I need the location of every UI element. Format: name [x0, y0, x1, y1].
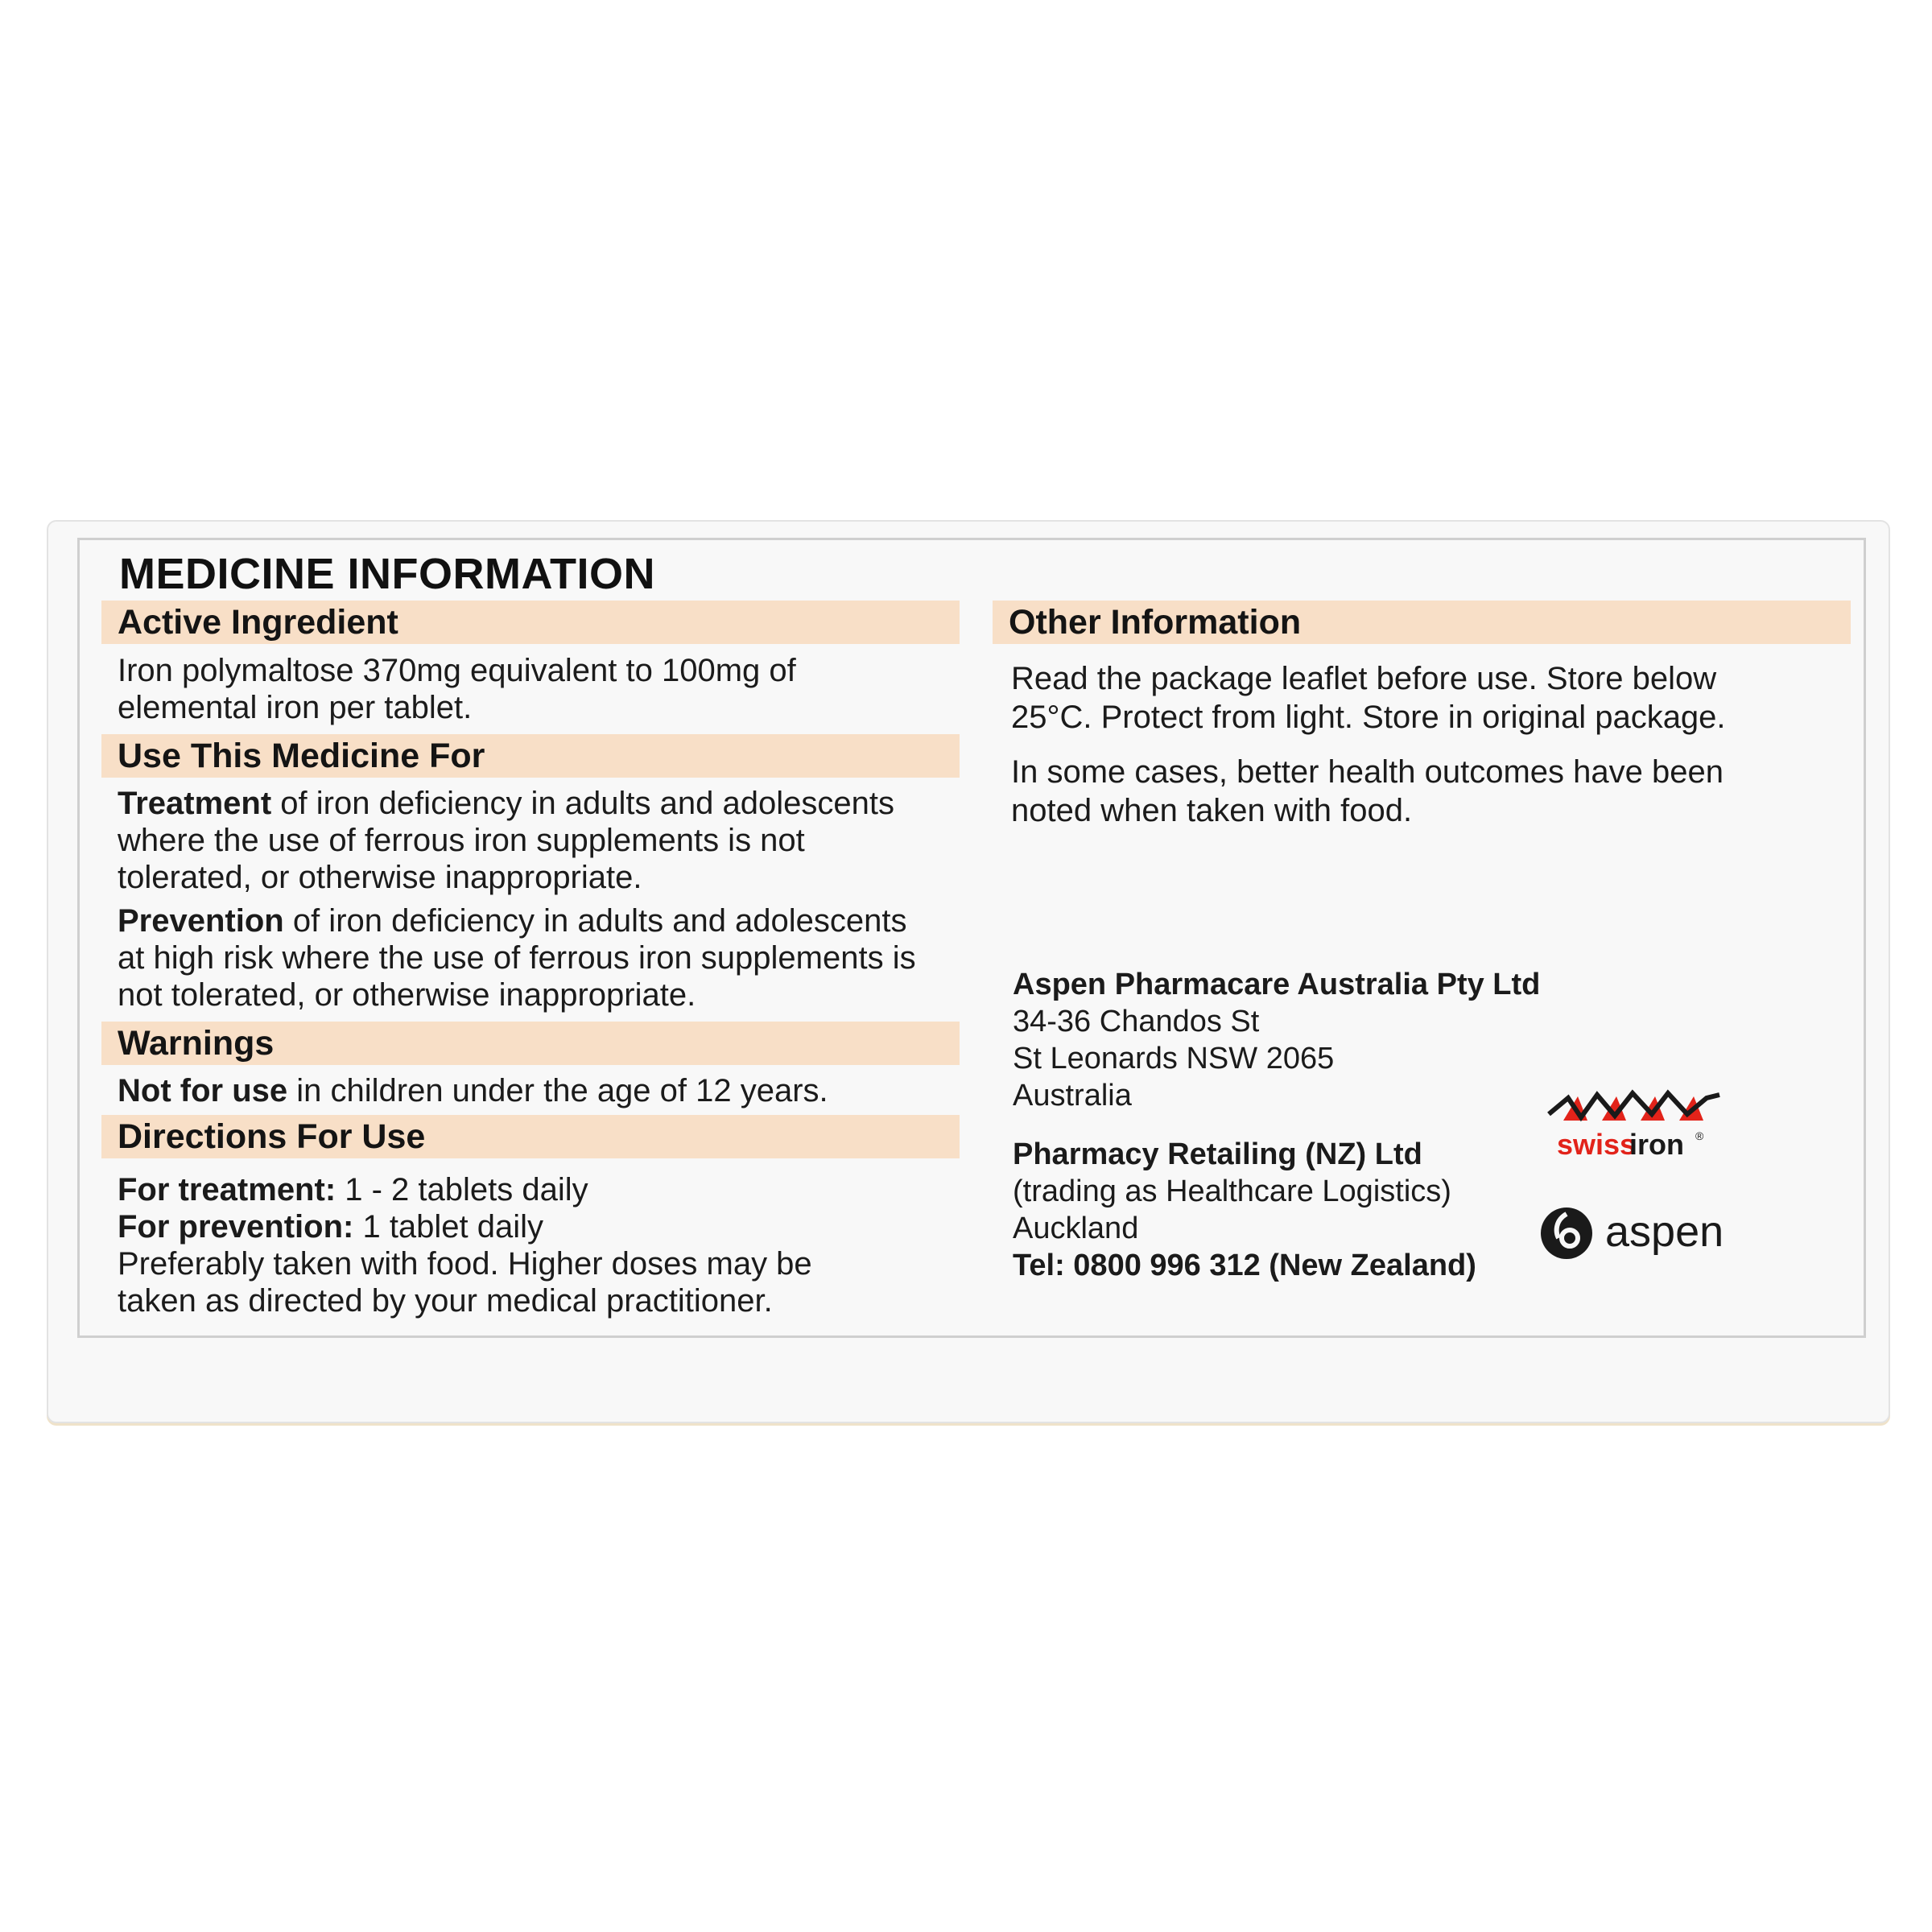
directions-prevention-bold: For prevention: [118, 1209, 354, 1245]
treatment-bold: Treatment [118, 786, 272, 821]
other-info-p1 [1011, 659, 1726, 737]
treatment-line-1 [118, 785, 894, 822]
address-australia [1013, 966, 1540, 1114]
directions-treatment-rest: 1 - 2 tablets daily [336, 1172, 588, 1208]
swissiron-mark-icon [1549, 1093, 1719, 1121]
directions-prevention [118, 1208, 812, 1245]
section-heading-warnings: Warnings [101, 1022, 960, 1065]
aus-country: Australia [1013, 1079, 1132, 1113]
nz-company: Pharmacy Retailing (NZ) Ltd [1013, 1137, 1422, 1171]
section-heading-use: Use This Medicine For [101, 734, 960, 778]
treatment-line-3: tolerated, or otherwise inappropriate. [118, 860, 642, 895]
prevention-line-1 [118, 902, 916, 939]
active-ingredient-text [118, 652, 796, 726]
warnings-bold: Not for use [118, 1073, 288, 1108]
prevention-line-2: at high risk where the use of ferrous iron supplements is [118, 940, 916, 976]
warnings-rest: in children under the age of 12 years. [287, 1073, 828, 1108]
other-p2-line-1: In some cases, better health outcomes have been [1011, 754, 1724, 790]
active-line-1: Iron polymaltose 370mg equivalent to 100mg of [118, 653, 796, 688]
address-new-zealand [1013, 1136, 1476, 1284]
nz-tel: Tel: 0800 996 312 (New Zealand) [1013, 1249, 1476, 1282]
swissiron-text-swiss: swiss [1557, 1128, 1637, 1161]
directions-line-3: Preferably taken with food. Higher doses may be [118, 1246, 812, 1282]
aspen-text: aspen [1605, 1208, 1724, 1256]
swissiron-logo [1546, 1079, 1723, 1167]
other-p2-line-2: noted when taken with food. [1011, 793, 1413, 828]
aus-company: Aspen Pharmacare Australia Pty Ltd [1013, 968, 1541, 1001]
prevention-text [118, 902, 916, 1013]
aspen-mark-icon [1541, 1208, 1592, 1259]
other-p1-line-1: Read the package leaflet before use. Store below [1011, 661, 1717, 696]
directions-line-4: taken as directed by your medical practitioner. [118, 1283, 773, 1319]
page-title: MEDICINE INFORMATION [119, 550, 655, 598]
nz-trading: (trading as Healthcare Logistics) [1013, 1174, 1451, 1208]
directions-treatment [118, 1171, 812, 1208]
directions-treatment-bold: For treatment: [118, 1172, 336, 1208]
prevention-bold: Prevention [118, 903, 284, 939]
nz-city: Auckland [1013, 1212, 1139, 1245]
section-heading-other-information: Other Information [993, 601, 1851, 644]
treatment-line-1-text: of iron deficiency in adults and adolescents [271, 786, 894, 821]
section-heading-active-ingredient: Active Ingredient [101, 601, 960, 644]
directions-prevention-rest: 1 tablet daily [353, 1209, 544, 1245]
prevention-line-1-text: of iron deficiency in adults and adolescents [283, 903, 907, 939]
directions-text [118, 1171, 812, 1319]
swissiron-registered: ® [1695, 1129, 1704, 1142]
other-info-p2 [1011, 753, 1724, 830]
warnings-line [118, 1072, 828, 1109]
other-p1-line-2: 25°C. Protect from light. Store in original package. [1011, 700, 1726, 735]
aus-street: 34-36 Chandos St [1013, 1005, 1260, 1038]
treatment-text [118, 785, 894, 896]
section-heading-directions: Directions For Use [101, 1115, 960, 1158]
swissiron-text-iron: iron [1629, 1128, 1684, 1161]
aspen-logo [1538, 1198, 1747, 1262]
prevention-line-3: not tolerated, or otherwise inappropriate. [118, 977, 696, 1013]
treatment-line-2: where the use of ferrous iron supplements is not [118, 823, 805, 858]
warnings-text [118, 1072, 828, 1109]
active-line-2: elemental iron per tablet. [118, 690, 473, 725]
aus-city: St Leonards NSW 2065 [1013, 1042, 1335, 1075]
